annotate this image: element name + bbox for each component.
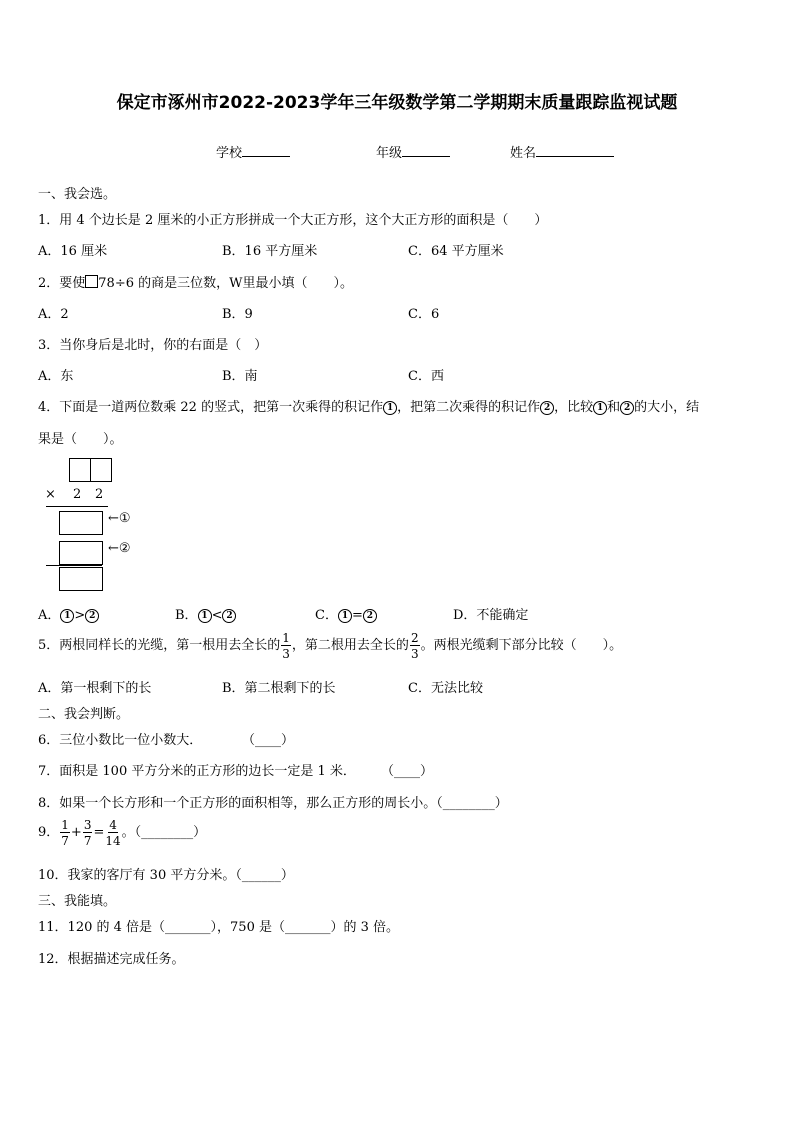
product-box-2[interactable] — [59, 541, 103, 565]
q5-text-post: 。两根光缆剩下部分比较（ ）。 — [420, 638, 623, 653]
digit-box-tens[interactable] — [69, 458, 91, 482]
fraction-numerator: 1 — [61, 817, 69, 832]
question-2 — [38, 272, 353, 291]
q4-c-label: C． — [315, 608, 338, 623]
arrow-label-1: ←① — [108, 511, 131, 526]
arrow-label-2: ←② — [108, 541, 131, 556]
q6-answer-blank[interactable]: （____） — [242, 733, 295, 748]
equals-sign: = — [93, 825, 105, 840]
q1-option-c[interactable]: C．64 平方厘米 — [408, 244, 504, 259]
q2-option-a[interactable]: A．2 — [38, 307, 69, 322]
question-7: 7．面积是 100 平方分米的正方形的边长一定是 1 米． — [38, 764, 356, 779]
digit-box-ones[interactable] — [90, 458, 112, 482]
question-4-line-2: 果是（ ）。 — [38, 432, 123, 447]
product-box-1[interactable] — [59, 511, 103, 535]
fraction-one-seventh — [60, 819, 70, 847]
q4-b-operator: < — [211, 608, 223, 623]
fraction-numerator: 1 — [282, 630, 290, 645]
multiplier-digit-1: 2 — [73, 487, 82, 502]
q3-option-a[interactable]: A．东 — [38, 369, 74, 384]
q3-option-b[interactable]: B．南 — [222, 369, 258, 384]
circle-2-icon: 2 — [222, 609, 236, 623]
name-field[interactable] — [510, 142, 614, 161]
fraction-denominator: 3 — [282, 646, 290, 661]
q4-option-a[interactable] — [38, 604, 99, 623]
question-9[interactable] — [38, 816, 206, 850]
square-box-icon — [85, 275, 98, 288]
q4-text-d: 和 — [607, 400, 621, 415]
fraction-denominator: 14 — [105, 833, 121, 848]
fraction-numerator: 4 — [109, 817, 117, 832]
fraction-numerator: 3 — [83, 817, 92, 832]
circle-2-icon: 2 — [85, 609, 99, 623]
circle-2-icon: 2 — [620, 401, 634, 415]
q5-option-b[interactable]: B．第二根剩下的长 — [222, 681, 336, 696]
q1-option-a[interactable]: A．16 厘米 — [38, 244, 108, 259]
fraction-denominator: 7 — [61, 833, 69, 848]
q4-a-label: A． — [38, 608, 61, 623]
q4-text-a: 4．下面是一道两位数乘 22 的竖式，把第一次乘得的积记作 — [38, 400, 384, 415]
grade-label: 年级 — [376, 146, 403, 161]
q4-c-operator: = — [351, 608, 363, 623]
q4-a-operator: > — [74, 608, 86, 623]
q4-option-c[interactable] — [315, 604, 377, 623]
question-1: 1．用 4 个边长是 2 厘米的小正方形拼成一个大正方形，这个大正方形的面积是（ ） — [38, 213, 548, 228]
circle-1-icon: 1 — [198, 609, 212, 623]
q9-number: 9． — [38, 825, 60, 840]
multiplication-diagram — [40, 455, 160, 595]
question-8[interactable]: 8．如果一个长方形和一个正方形的面积相等，那么正方形的周长小。（________） — [38, 796, 508, 811]
question-5 — [38, 631, 622, 661]
rule-line-1 — [46, 506, 108, 507]
fraction-two-thirds — [410, 632, 420, 660]
q4-b-label: B． — [175, 608, 198, 623]
q1-option-b[interactable]: B．16 平方厘米 — [222, 244, 318, 259]
section-1-heading: 一、我会选。 — [38, 187, 117, 202]
circle-2-icon: 2 — [363, 609, 377, 623]
fraction-one-third — [281, 632, 291, 660]
fraction-numerator: 2 — [410, 630, 419, 645]
question-6: 6．三位小数比一位小数大． — [38, 733, 203, 748]
q4-text-e: 的大小，结 — [634, 400, 700, 415]
fraction-three-sevenths — [83, 819, 93, 847]
q2-option-b[interactable]: B．9 — [222, 307, 253, 322]
section-2-heading: 二、我会判断。 — [38, 707, 130, 722]
section-3-heading: 三、我能填。 — [38, 894, 117, 909]
q7-answer-blank[interactable]: （____） — [381, 764, 434, 779]
question-3: 3．当你身后是北时，你的右面是（ ） — [38, 338, 268, 353]
q5-text-mid: ，第二根用去全长的 — [291, 638, 409, 653]
multiplier-digit-2: 2 — [95, 487, 104, 502]
q4-text-b: ，把第二次乘得的积记作 — [397, 400, 541, 415]
product-box-total[interactable] — [59, 567, 103, 591]
q5-option-c[interactable]: C．无法比较 — [408, 681, 483, 696]
fraction-denominator: 7 — [83, 833, 92, 848]
fraction-four-fourteenths — [105, 819, 120, 847]
q3-option-c[interactable]: C．西 — [408, 369, 444, 384]
page-title: 保定市涿州市2022-2023学年三年级数学第二学期期末质量跟踪监视试题 — [116, 93, 678, 113]
rule-line-2 — [46, 565, 102, 566]
circle-1-icon: 1 — [593, 401, 607, 415]
name-label: 姓名 — [510, 146, 537, 161]
grade-field[interactable] — [376, 142, 450, 161]
q5-text-pre: 5．两根同样长的光缆，第一根用去全长的 — [38, 638, 281, 653]
school-label: 学校 — [216, 146, 243, 161]
question-12: 12．根据描述完成任务。 — [38, 952, 185, 967]
q4-text-c: ，比较 — [554, 400, 594, 415]
circle-1-icon: 1 — [60, 609, 74, 623]
q2-text-mid: 78÷6 的商是三位数，W里最小填（ ）。 — [98, 276, 353, 291]
q4-option-b[interactable] — [175, 604, 236, 623]
q2-text-pre: 2．要使 — [38, 276, 86, 291]
times-sign: × — [45, 487, 56, 502]
fraction-denominator: 3 — [410, 646, 419, 661]
q5-option-a[interactable]: A．第一根剩下的长 — [38, 681, 152, 696]
circle-2-icon: 2 — [540, 401, 554, 415]
question-4-line-1 — [38, 396, 699, 415]
school-field[interactable] — [216, 142, 290, 161]
circle-1-icon: 1 — [338, 609, 352, 623]
plus-sign: + — [70, 825, 82, 840]
circle-1-icon: 1 — [383, 401, 397, 415]
question-10[interactable]: 10．我家的客厅有 30 平方分米。（______） — [38, 868, 294, 883]
q4-option-d[interactable]: D．不能确定 — [453, 608, 529, 623]
question-11[interactable]: 11．120 的 4 倍是（_______），750 是（_______）的 3 倍。 — [38, 920, 400, 935]
grade-blank[interactable] — [402, 144, 450, 157]
name-blank[interactable] — [536, 144, 614, 157]
q9-answer-blank: 。（________） — [121, 825, 207, 840]
q2-option-c[interactable]: C．6 — [408, 307, 440, 322]
school-blank[interactable] — [242, 144, 290, 157]
